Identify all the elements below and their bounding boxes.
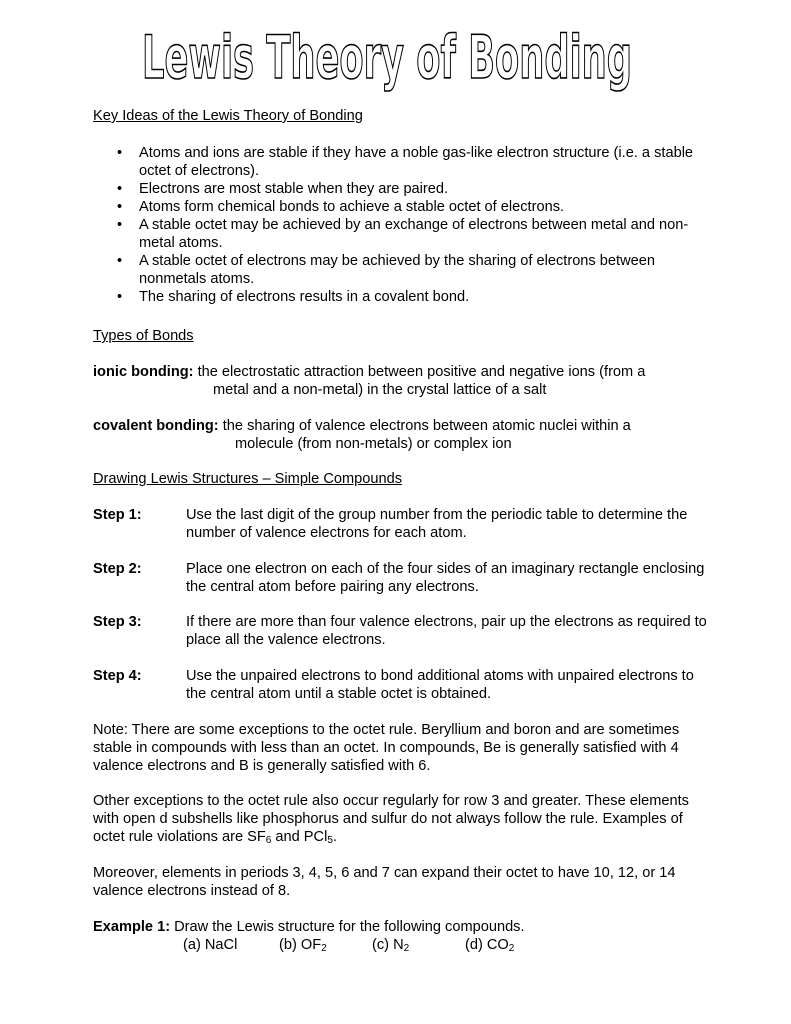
list-item: • Atoms and ions are stable if they have a noble gas-like electron structure (i.e. a stable octet of electrons). (93, 144, 713, 180)
covalent-bonding-line2: molecule (from non-metals) or complex ion (235, 436, 512, 452)
note-paragraph: Note: There are some exceptions to the octet rule. Beryllium and boron and are sometimes stable in compounds with less than an octet. In compounds, Be is generally satisfied with 4 valence electrons and B is generally satisfied with 6. (93, 722, 680, 774)
key-ideas-list (93, 144, 713, 306)
step-label: Step 4: (93, 668, 142, 684)
choice-item (372, 936, 465, 954)
step-1 (93, 506, 713, 542)
ionic-bonding-definition (93, 363, 713, 399)
step-label: Step 3: (93, 614, 142, 630)
moreover-paragraph: Moreover, elements in periods 3, 4, 5, 6 and 7 can expand their octet to have 10, 12, or 14 valence electrons instead of 8. (93, 865, 676, 899)
covalent-bonding-line1: the sharing of valence electrons between atomic nuclei within a (222, 418, 631, 434)
other-exceptions-end: . (332, 829, 337, 845)
choice-item (465, 936, 514, 954)
key-ideas-heading: Key Ideas of the Lewis Theory of Bonding (93, 108, 363, 124)
drawing-lewis-heading: Drawing Lewis Structures – Simple Compounds (93, 471, 403, 487)
step-text: Use the last digit of the group number from the periodic table to determine the number of valence electrons for each atom. (186, 507, 688, 541)
example-1 (93, 918, 713, 936)
choice-text: (c) N (372, 937, 404, 953)
list-item: • A stable octet may be achieved by an exchange of electrons between metal and non-metal atoms. (93, 216, 713, 252)
subscript: 2 (403, 943, 410, 954)
step-3 (93, 613, 713, 649)
example-choices (183, 936, 514, 954)
step-text: Place one electron on each of the four sides of an imaginary rectangle enclosing the central atom before pairing any electrons. (186, 561, 705, 595)
ionic-bonding-term: ionic bonding: (93, 364, 194, 380)
ionic-bonding-line1: the electrostatic attraction between positive and negative ions (from a (197, 364, 646, 380)
other-exceptions-paragraph (93, 792, 713, 846)
choice-item (279, 936, 372, 954)
subscript: 6 (265, 835, 272, 846)
step-label: Step 1: (93, 507, 142, 523)
list-item: • Atoms form chemical bonds to achieve a stable octet of electrons. (93, 198, 713, 216)
other-exceptions-mid: and PCl (271, 829, 328, 845)
step-label: Step 2: (93, 561, 142, 577)
example-label: Example 1: (93, 919, 171, 935)
title-text: Lewis Theory of Bonding (142, 24, 632, 93)
list-item: • The sharing of electrons results in a covalent bond. (93, 288, 713, 306)
step-text: Use the unpaired electrons to bond additional atoms with unpaired electrons to the central atom until a stable octet is obtained. (186, 668, 694, 702)
document-title (137, 24, 637, 94)
choice-item (183, 936, 279, 954)
subscript: 5 (327, 835, 333, 846)
example-text: Draw the Lewis structure for the following compounds. (170, 919, 525, 935)
list-item: • Electrons are most stable when they are paired. (93, 180, 713, 198)
step-4 (93, 667, 713, 703)
choice-text: (b) OF (279, 937, 322, 953)
covalent-bonding-term: covalent bonding: (93, 418, 219, 434)
ionic-bonding-line2: metal and a non-metal) in the crystal lattice of a salt (213, 382, 547, 398)
covalent-bonding-definition (93, 417, 713, 453)
subscript: 2 (321, 943, 327, 954)
choice-text: (a) NaCl (183, 937, 238, 953)
choice-text: (d) CO (465, 937, 509, 953)
step-text: If there are more than four valence electrons, pair up the electrons as required to place all the valence electrons. (186, 614, 707, 648)
step-2 (93, 560, 713, 596)
other-exceptions-text: Other exceptions to the octet rule also occur regularly for row 3 and greater. These elements with open d subshells like phosphorus and sulfur do not always follow the rule. Examples of octet rule violations are SF (93, 793, 689, 845)
types-of-bonds-heading: Types of Bonds (93, 328, 194, 344)
subscript: 2 (508, 943, 515, 954)
list-item: • A stable octet of electrons may be achieved by the sharing of electrons between nonmetals atoms. (93, 252, 713, 288)
